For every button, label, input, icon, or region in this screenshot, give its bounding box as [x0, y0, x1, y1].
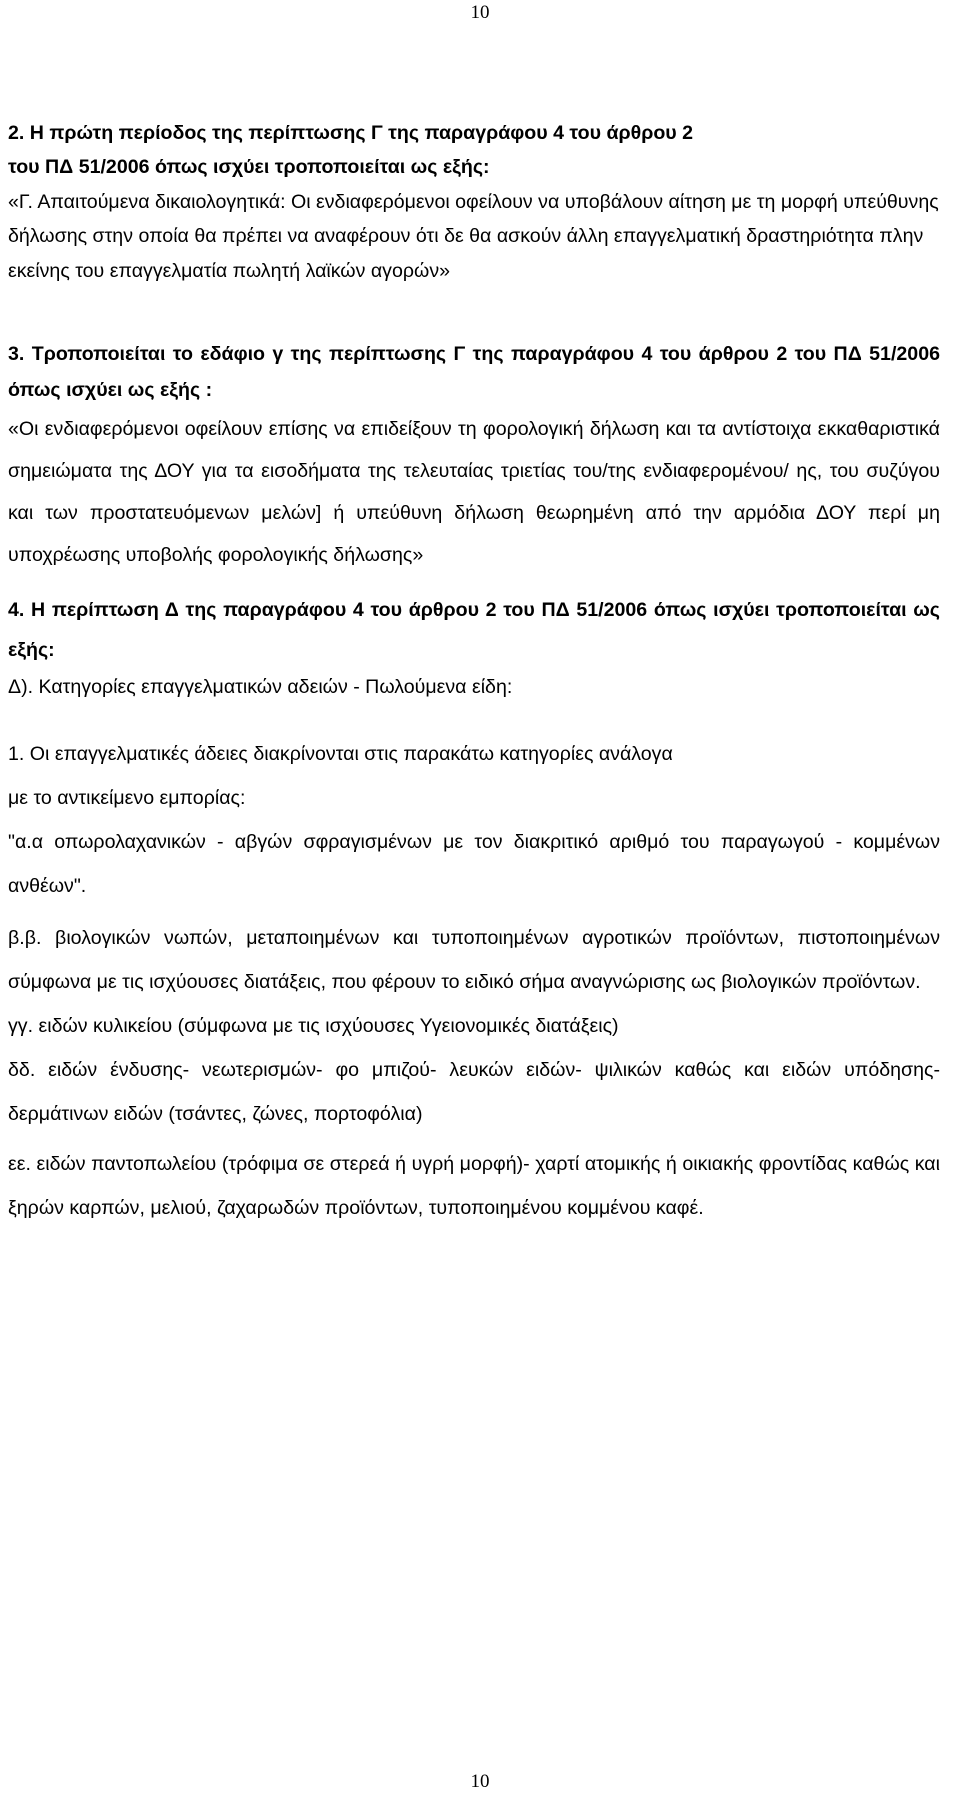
item-1-line2: με το αντικείμενο εμπορίας:	[8, 787, 246, 810]
section-4-heading: 4. Η περίπτωση Δ της παραγράφου 4 του άρθρου 2 του ΠΔ 51/2006 όπως ισχύει τροποποιείται ως εξής:	[8, 599, 940, 662]
item-1-line1: 1. Οι επαγγελματικές άδειες διακρίνονται στις παρακάτω κατηγορίες ανάλογα	[8, 743, 673, 766]
item-ee: εε. ειδών παντοπωλείου (τρόφιμα σε στερεά ή υγρή μορφή)- χαρτί ατομικής ή οικιακής φροντίδας καθώς και ξηρών καρπών, μελιού, ζαχαρωδών προϊόντων, τυποποιημένου κομμένου καφέ.	[8, 1153, 940, 1220]
section-2-heading-line1: 2. Η πρώτη περίοδος της περίπτωσης Γ της παραγράφου 4 του άρθρου 2	[8, 122, 694, 144]
item-bb: β.β. βιολογικών νωπών, μεταποιημένων και τυποποιημένων αγροτικών προϊόντων, πιστοποιημένων σύμφωνα με τις ισχύουσες διατάξεις, που φέρουν το ειδικό σήμα αναγνώρισης ως βιολογικών προϊόντων.	[8, 927, 940, 994]
section-2-heading-line2: του ΠΔ 51/2006 όπως ισχύει τροποποιείται ως εξής:	[8, 156, 490, 179]
section-4-subheading: Δ). Κατηγορίες επαγγελματικών αδειών - Πωλούμενα είδη:	[8, 676, 513, 699]
page-number-top: 10	[470, 2, 490, 23]
item-gg: γγ. ειδών κυλικείου (σύμφωνα με τις ισχύουσες Υγειονομικές διατάξεις)	[8, 1015, 619, 1038]
page-number-bottom: 10	[470, 1771, 490, 1792]
section-3-body: «Οι ενδιαφερόμενοι οφείλουν επίσης να επιδείξουν τη φορολογική δήλωση και τα αντίστοιχα εκκαθαριστικά σημειώματα της ΔΟΥ για τα εισοδήματα της τελευταίας τριετίας του/της ενδιαφερομένου/ ης, του συζύγου και των προστατευόμενων μελών] ή υπεύθυνη δήλωση θεωρημένη από την αρμόδια ΔΟΥ περί μη υποχρέωσης υποβολής φορολογικής δήλωσης»	[8, 418, 940, 567]
document-body	[8, 116, 940, 1230]
item-aa: "α.α οπωρολαχανικών - αβγών σφραγισμένων με τον διακριτικό αριθμό του παραγωγού - κομμένων ανθέων".	[8, 831, 940, 898]
section-3-heading: 3. Τροποποιείται το εδάφιο γ της περίπτωσης Γ της παραγράφου 4 του άρθρου 2 του ΠΔ 51/2006 όπως ισχύει ως εξής :	[8, 343, 940, 402]
section-2-body: «Γ. Απαιτούμενα δικαιολογητικά: Οι ενδιαφερόμενοι οφείλουν να υποβάλουν αίτηση με τη μορφή υπεύθυνης δήλωσης στην οποία θα πρέπει να αναφέρουν ότι δε θα ασκούν άλλη επαγγελματική δραστηριότητα πλην εκείνης του επαγγελματία πωλητή λαϊκών αγορών»	[8, 190, 939, 282]
item-dd: δδ. ειδών ένδυσης- νεωτερισμών- φο μπιζού- λευκών ειδών- ψιλικών καθώς και ειδών υπόδησης- δερμάτινων ειδών (τσάντες, ζώνες, πορτοφόλια)	[8, 1059, 940, 1126]
